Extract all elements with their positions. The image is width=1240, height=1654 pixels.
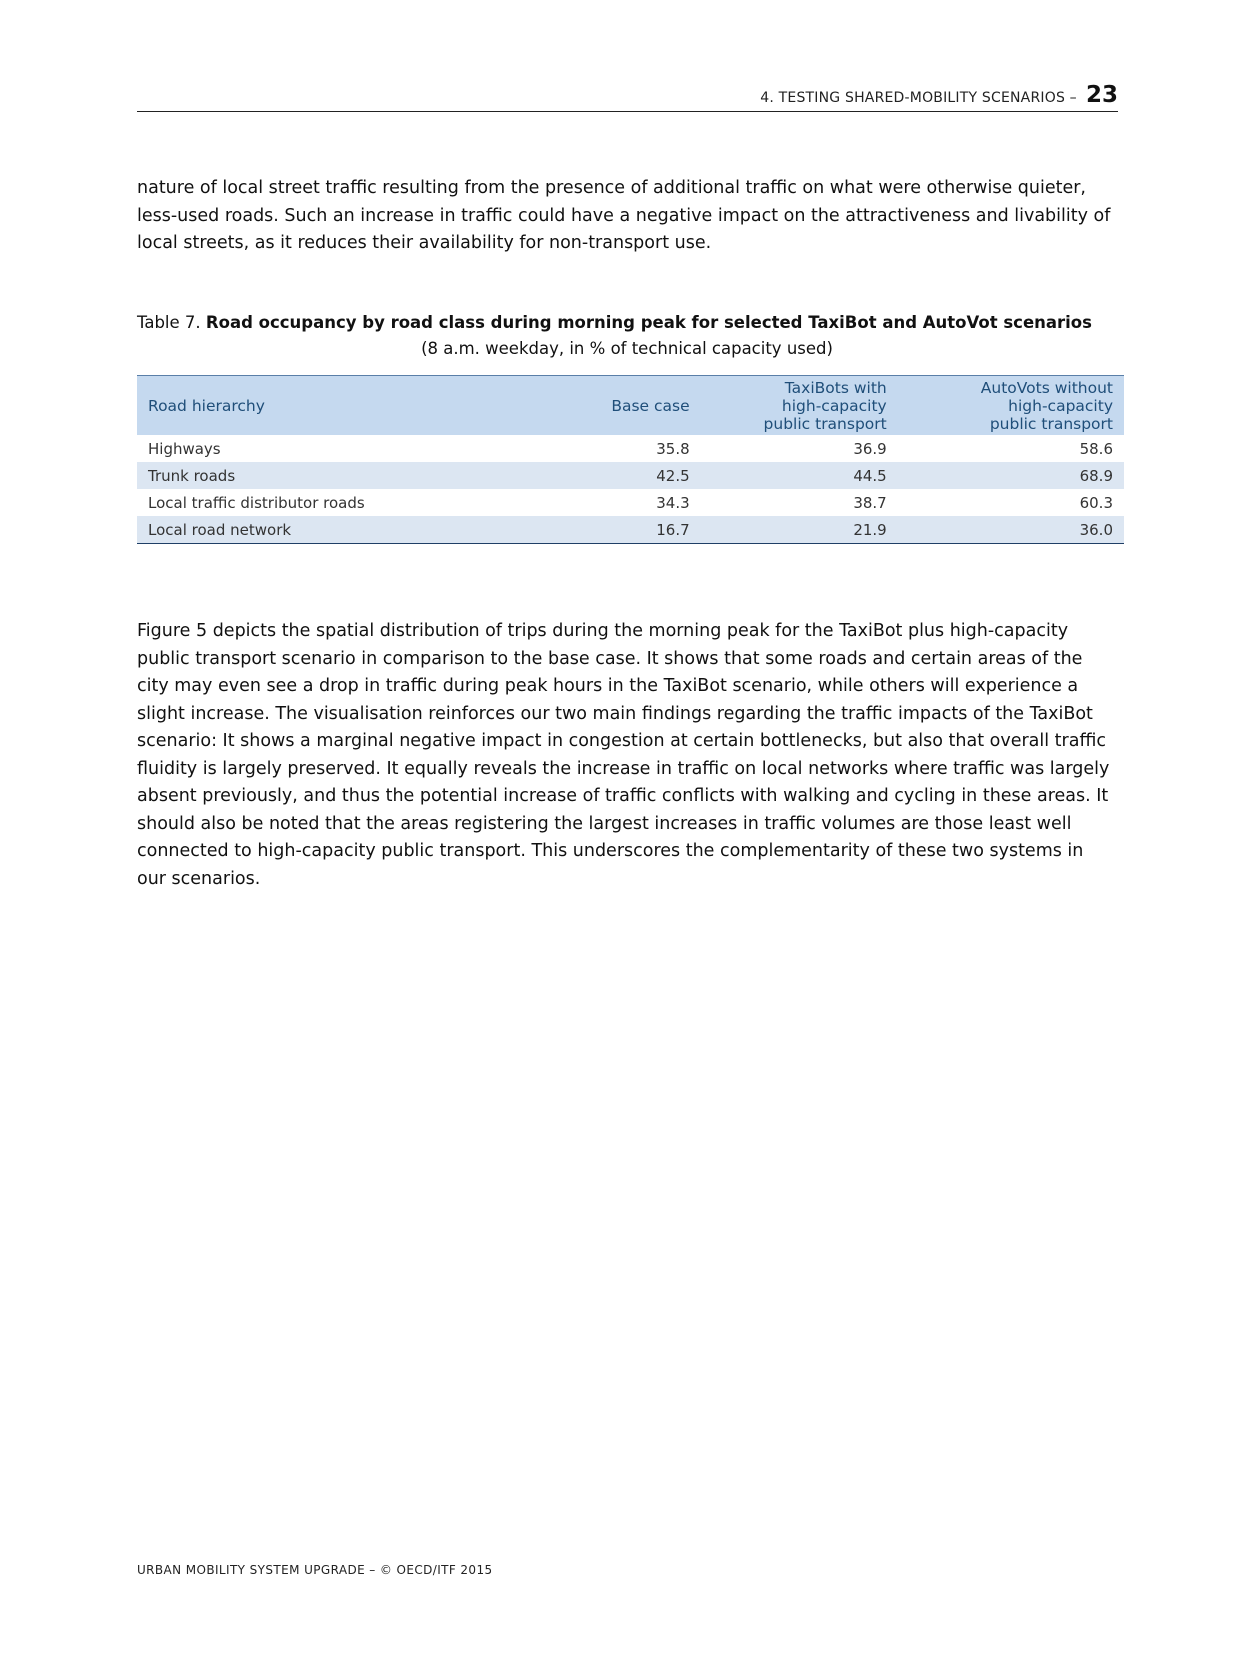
base-case-cell: 35.8 bbox=[656, 439, 690, 458]
column-header: Base case bbox=[611, 397, 690, 415]
running-header bbox=[137, 82, 1118, 112]
page-footer: URBAN MOBILITY SYSTEM UPGRADE – © OECD/ITF 2015 bbox=[137, 1563, 493, 1577]
base-case-cell: 34.3 bbox=[656, 493, 690, 512]
taxibots-cell: 21.9 bbox=[853, 520, 887, 539]
taxibots-cell: 38.7 bbox=[853, 493, 887, 512]
table-row bbox=[137, 516, 1124, 544]
base-case-cell: 42.5 bbox=[656, 466, 690, 485]
road-occupancy-table bbox=[137, 375, 1124, 544]
table-subtitle: (8 a.m. weekday, in % of technical capacity used) bbox=[421, 339, 833, 358]
table-row bbox=[137, 462, 1124, 489]
road-class-cell: Trunk roads bbox=[148, 466, 236, 485]
column-header: Road hierarchy bbox=[148, 397, 265, 415]
base-case-cell: 16.7 bbox=[656, 520, 690, 539]
table-title: Road occupancy by road class during morning peak for selected TaxiBot and AutoVot scenarios bbox=[205, 313, 1092, 332]
autovots-cell: 68.9 bbox=[1079, 466, 1113, 485]
road-class-cell: Local traffic distributor roads bbox=[148, 493, 365, 512]
road-class-cell: Highways bbox=[148, 439, 221, 458]
chapter-title: 4. TESTING SHARED-MOBILITY SCENARIOS – bbox=[760, 90, 1077, 106]
autovots-cell: 36.0 bbox=[1079, 520, 1113, 539]
autovots-cell: 60.3 bbox=[1079, 493, 1113, 512]
page-number: 23 bbox=[1085, 82, 1118, 108]
table-label: Table 7. bbox=[137, 313, 201, 332]
autovots-cell: 58.6 bbox=[1079, 439, 1113, 458]
taxibots-cell: 44.5 bbox=[853, 466, 887, 485]
intro-paragraph: nature of local street traffic resulting from the presence of additional traffic on what were otherwise quieter, less-used roads. Such an increase in traffic could have a negative impact on the attractiveness and livability of local streets, as it reduces their availability for non-transport use. bbox=[137, 178, 1111, 253]
column-header: TaxiBots with high-capacity public transport bbox=[763, 379, 887, 433]
figure5-paragraph: Figure 5 depicts the spatial distribution of trips during the morning peak for the TaxiBot plus high-capacity public transport scenario in comparison to the base case. It shows that some roads and certain areas of the city may even see a drop in traffic during peak hours in the TaxiBot scenario, while others will experience a slight increase. The visualisation reinforces our two main findings regarding the traffic impacts of the TaxiBot scenario: It shows a marginal negative impact in congestion at certain bottlenecks, but also that overall traffic fluidity is largely preserved. It equally reveals the increase in traffic on local networks where traffic was largely absent previously, and thus the potential increase of traffic conflicts with walking and cycling in these areas. It should also be noted that the areas registering the largest increases in traffic volumes are those least well connected to high-capacity public transport. This underscores the complementarity of these two systems in our scenarios. bbox=[137, 621, 1110, 889]
column-header: AutoVots without high-capacity public transport bbox=[980, 379, 1113, 433]
table-row bbox=[137, 435, 1124, 462]
table-row bbox=[137, 489, 1124, 516]
taxibots-cell: 36.9 bbox=[853, 439, 887, 458]
table-header-row bbox=[137, 376, 1124, 436]
road-class-cell: Local road network bbox=[148, 520, 292, 539]
table-caption bbox=[137, 310, 1117, 362]
